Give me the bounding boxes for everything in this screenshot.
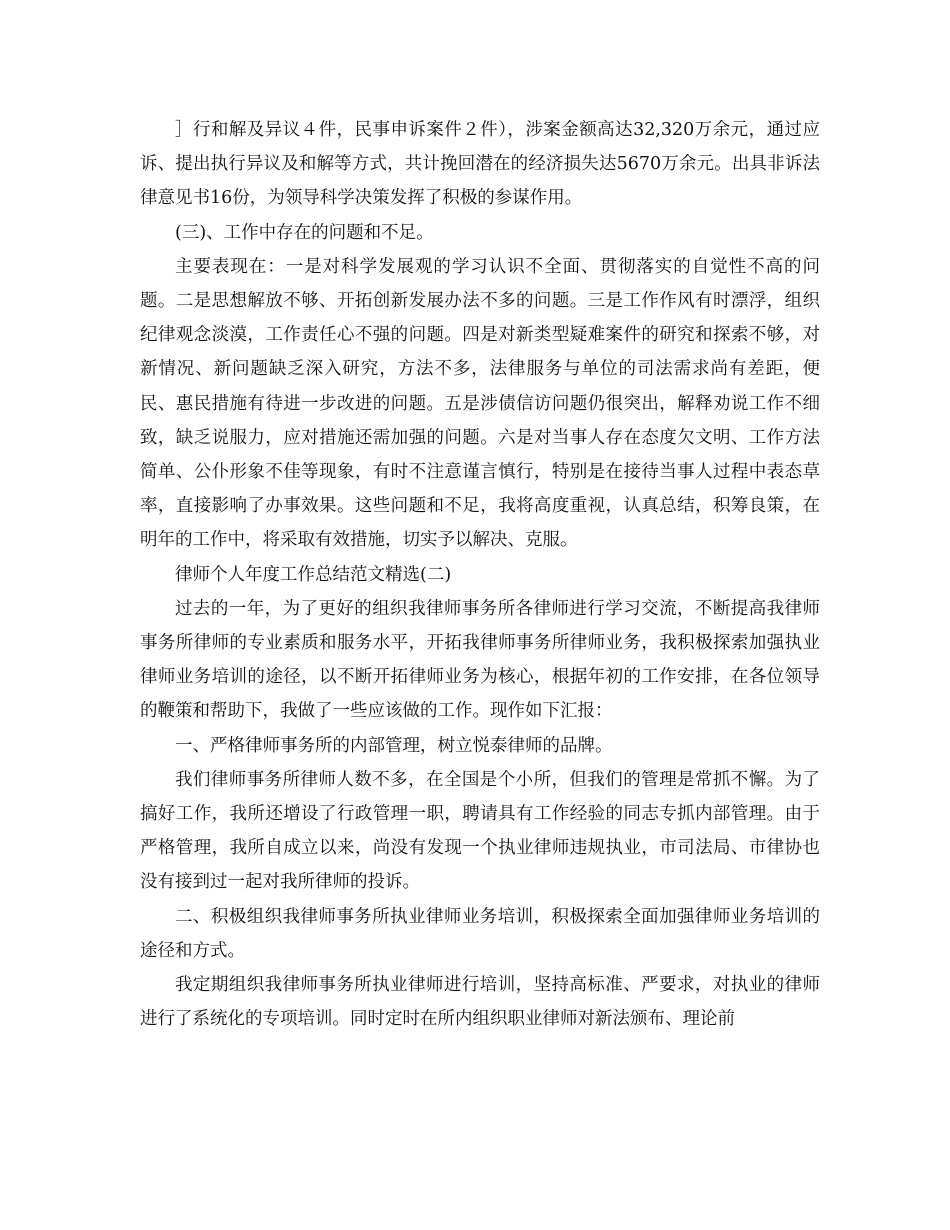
- article-title-two: 律师个人年度工作总结范文精选(二): [175, 564, 452, 585]
- paragraph-problems-detail: 主要表现在：一是对科学发展观的学习认识不全面、贯彻落实的自觉性不高的问题。二是思想解放不够、开拓创新发展办法不多的问题。三是工作作风有时漂浮，组织纪律观念淡漠，工作责任心不强的问题。四是对新类型疑难案件的研究和探索不够，对新情况、新问题缺乏深入研究，方法不多，法律服务与单位的司法需求尚有差距，便民、惠民措施有待进一步改进的问题。五是涉债信访问题仍很突出，解释劝说工作不细致，缺乏说服力，应对措施还需加强的问题。六是对当事人存在态度欠文明、工作方法简单、公仆形象不佳等现象，有时不注意谨言慎行，特别是在接待当事人过程中表态草率，直接影响了办事效果。这些问题和不足，我将高度重视，认真总结，积筹良策，在明年的工作中，将采取有效措施，切实予以解决、克服。: [140, 256, 820, 551]
- paragraph-case-summary: ］行和解及异议４件，民事申诉案件２件），涉案金额高达32,320万余元，通过应诉、提出执行异议及和解等方式，共计挽回潜在的经济损失达5670万余元。出具非诉法律意见书16份，为领导科学决策发挥了积极的参谋作用。: [140, 120, 820, 209]
- section-heading-problems: (三)、工作中存在的问题和不足。: [175, 222, 434, 243]
- section-heading-training: 二、积极组织我律师事务所执业律师业务培训，积极探索全面加强律师业务培训的途径和方式。: [140, 906, 820, 961]
- paragraph-management: 我们律师事务所律师人数不多，在全国是个小所，但我们的管理是常抓不懈。为了搞好工作，我所还增设了行政管理一职，聘请具有工作经验的同志专抓内部管理。由于严格管理，我所自成立以来，尚没有发现一个执业律师违规执业，市司法局、市律协也没有接到过一起对我所律师的投诉。: [140, 769, 820, 893]
- section-heading-management: 一、严格律师事务所的内部管理，树立悦泰律师的品牌。: [175, 735, 613, 756]
- paragraph-intro: 过去的一年，为了更好的组织我律师事务所各律师进行学习交流，不断提高我律师事务所律师的专业素质和服务水平，开拓我律师事务所律师业务，我积极探索加强执业律师业务培训的途径，以不断开拓律师业务为核心，根据年初的工作安排，在各位领导的鞭策和帮助下，我做了一些应该做的工作。现作如下汇报：: [140, 598, 820, 722]
- paragraph-training: 我定期组织我律师事务所执业律师进行培训，坚持高标准、严要求，对执业的律师进行了系统化的专项培训。同时定时在所内组织职业律师对新法颁布、理论前: [140, 975, 820, 1030]
- document-body: [140, 113, 820, 1036]
